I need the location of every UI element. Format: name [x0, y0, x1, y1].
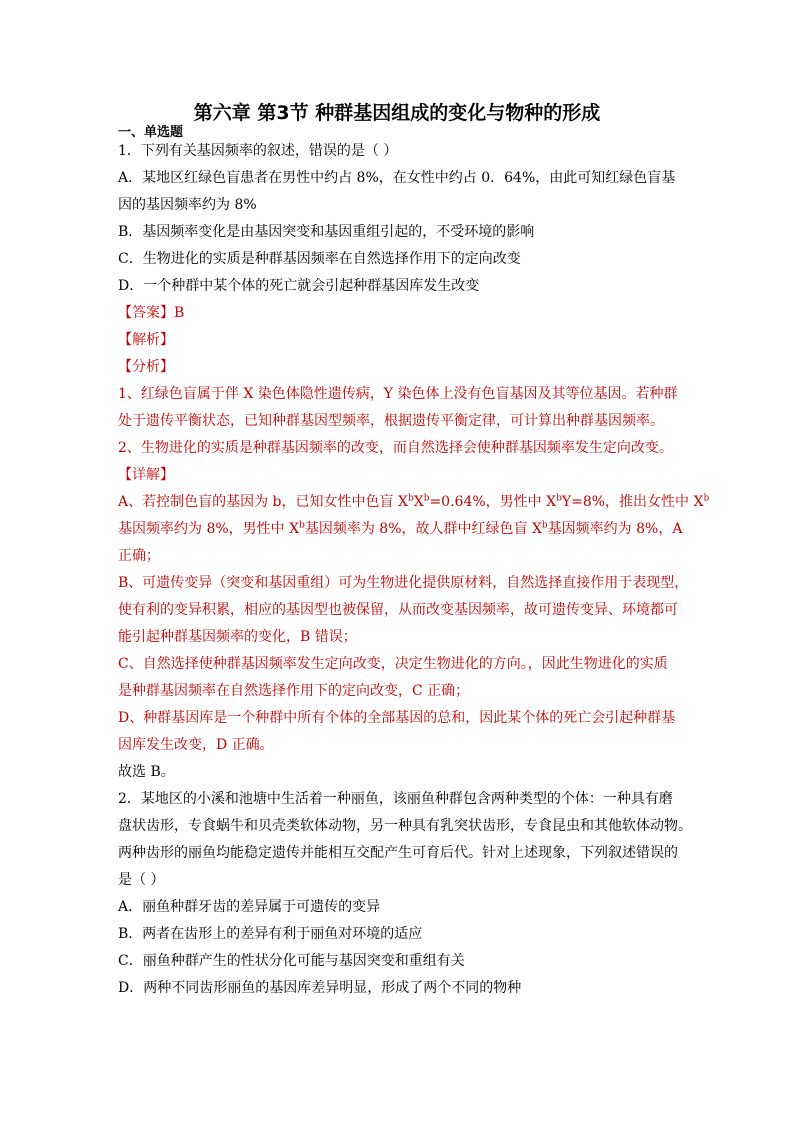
detail-d-line1: D、种群基因库是一个种群中所有个体的全部基因的总和，因此某个体的死亡会引起种群基 — [118, 710, 676, 726]
q2-stem-line4: 是（ ） — [118, 872, 165, 888]
detail-tag: 【详解】 — [118, 467, 174, 483]
answer-tag: 【答案】 — [118, 305, 174, 321]
q2-option-a: A．丽鱼种群牙齿的差异属于可遗传的变异 — [118, 899, 381, 915]
answer-value: B — [174, 305, 185, 321]
detail-c-line2: 是种群基因频率在自然选择作用下的定向改变，C 正确； — [118, 683, 470, 699]
detail-a-text6: 基因频率为 8%，故人群中红绿色盲 X — [304, 521, 542, 537]
q2-option-c: C．丽鱼种群产生的性状分化可能与基因突变和重组有关 — [118, 953, 465, 969]
superscript-b: b — [407, 493, 414, 504]
superscript-b: b — [556, 493, 562, 504]
superscript-b: b — [423, 493, 430, 504]
detail-b-line2: 使有利的变异积累，相应的基因型也被保留，从而改变基因频率，故可遗传变异、环境都可 — [118, 602, 678, 618]
detail-a-text7: 基因频率约为 8%，A — [547, 521, 683, 537]
detail-b-line3: 能引起种群基因频率的变化，B 错误； — [118, 629, 357, 645]
q1-option-c: C．生物进化的实质是种群基因频率在自然选择作用下的定向改变 — [118, 251, 521, 267]
detail-a-line1 — [118, 493, 709, 511]
detail-a-line2 — [118, 520, 682, 538]
detail-a-text1: A、若控制色盲的基因为 b，已知女性中色盲 X — [118, 494, 408, 510]
detail-a-text3: =0.64%，男性中 X — [429, 494, 557, 510]
q2-stem-line1: 2．某地区的小溪和池塘中生活着一种丽鱼，该丽鱼种群包含两种类型的个体：一种具有磨 — [118, 791, 673, 807]
q2-option-d: D．两种不同齿形丽鱼的基因库差异明显，形成了两个不同的物种 — [118, 980, 522, 996]
q2-stem-line2: 盘状齿形，专食蜗牛和贝壳类软体动物，另一种具有乳突状齿形，专食昆虫和其他软体动物。 — [118, 818, 692, 834]
answer-line — [118, 304, 184, 322]
q2-stem-line3: 两种齿形的丽鱼均能稳定遗传并能相互交配产生可育后代。针对上述现象，下列叙述错误的 — [118, 845, 678, 861]
analysis-tag: 【解析】 — [118, 332, 174, 348]
superscript-b: b — [541, 520, 548, 531]
conclusion: 故选 B。 — [118, 764, 175, 780]
q1-option-d: D．一个种群中某个体的死亡就会引起种群基因库发生改变 — [118, 278, 480, 294]
detail-a-text2: X — [413, 494, 424, 510]
q1-option-a-line1: A．某地区红绿色盲患者在男性中约占 8%，在女性中约占 0．64%，由此可知红绿色盲基 — [118, 170, 676, 186]
fenxi-point1-line2: 处于遗传平衡状态，已知种群基因型频率，根据遗传平衡定律，可计算出种群基因频率。 — [118, 413, 664, 429]
detail-d-line2: 因库发生改变，D 正确。 — [118, 737, 274, 753]
q2-option-b: B．两者在齿形上的差异有利于丽鱼对环境的适应 — [118, 926, 423, 942]
fenxi-tag: 【分析】 — [118, 359, 174, 375]
detail-a-text5: 基因频率约为 8%，男性中 X — [118, 521, 300, 537]
section-heading: 一、单选题 — [118, 125, 184, 140]
q1-stem: 1．下列有关基因频率的叙述，错误的是（ ） — [118, 143, 398, 159]
detail-a-text4: Y=8%，推出女性中 X — [561, 494, 704, 510]
detail-b-line1: B、可遗传变异（突变和基因重组）可为生物进化提供原材料，自然选择直接作用于表现型， — [118, 575, 689, 591]
q1-option-a-line2: 因的基因频率约为 8% — [118, 197, 257, 213]
fenxi-point1-line1: 1、红绿色盲属于伴 X 染色体隐性遗传病，Y 染色体上没有色盲基因及其等位基因。若种群 — [118, 386, 678, 402]
fenxi-point2: 2、生物进化的实质是种群基因频率的改变，而自然选择会使种群基因频率发生定向改变。 — [118, 440, 673, 456]
detail-a-line3: 正确； — [118, 548, 160, 564]
superscript-b: b — [703, 493, 710, 504]
page-title: 第六章 第3节 种群基因组成的变化与物种的形成 — [193, 102, 601, 124]
detail-c-line1: C、自然选择使种群基因频率发生定向改变，决定生物进化的方向。，因此生物进化的实质 — [118, 656, 668, 672]
q1-option-b: B．基因频率变化是由基因突变和基因重组引起的，不受环境的影响 — [118, 224, 535, 240]
superscript-b: b — [299, 520, 305, 531]
